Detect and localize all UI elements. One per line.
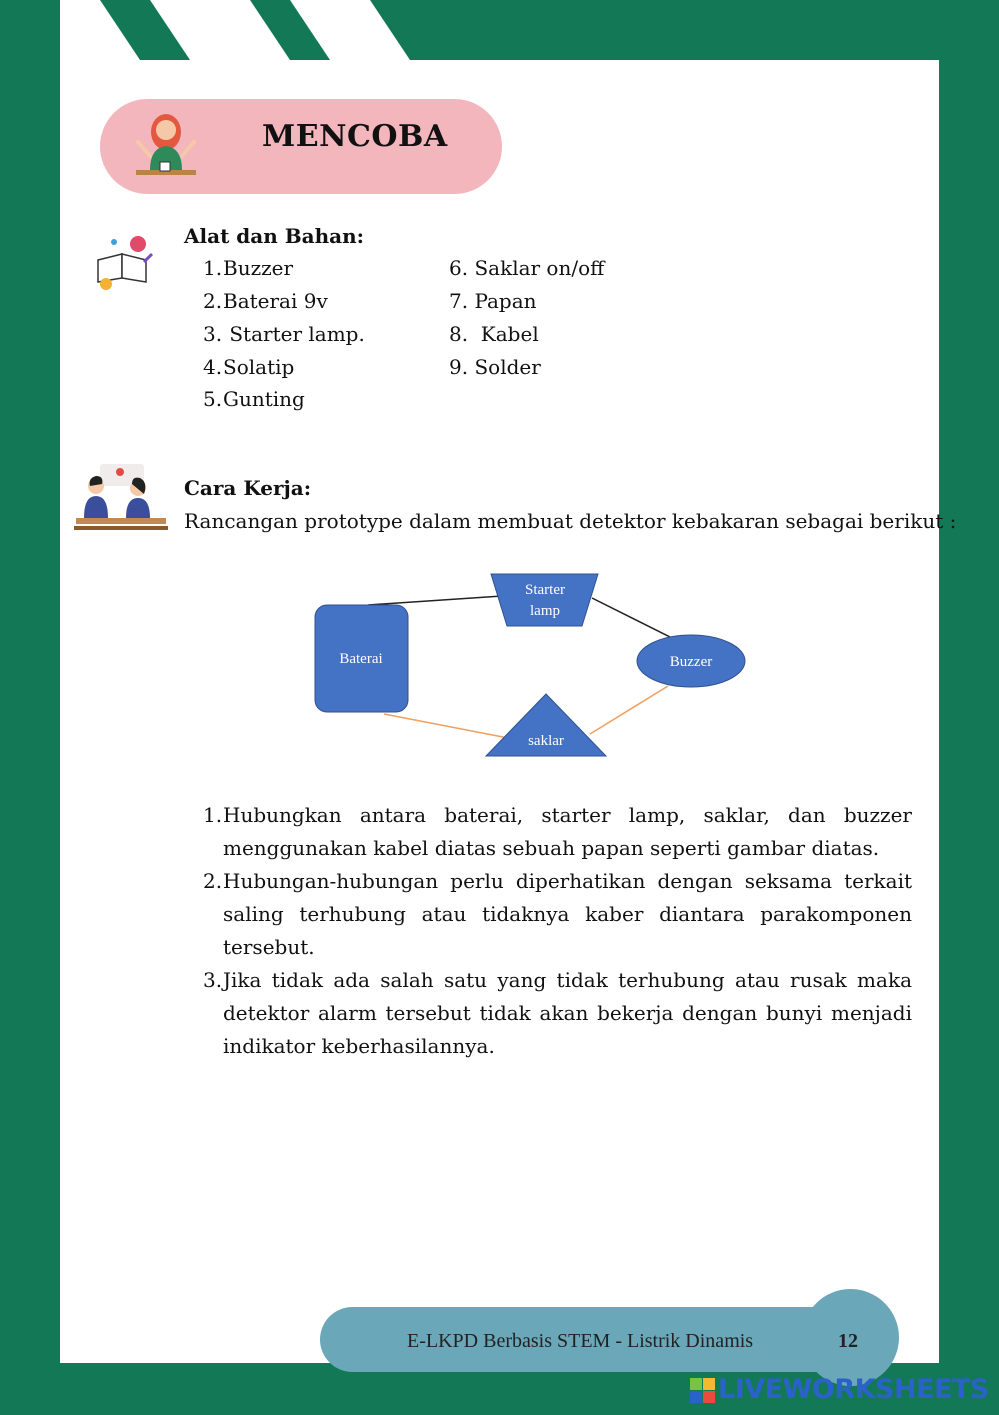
woman-teacher-icon bbox=[128, 108, 204, 180]
circuit-diagram bbox=[300, 560, 760, 770]
page-number: 12 bbox=[838, 1330, 858, 1352]
starter-label-line1: Starter bbox=[525, 582, 565, 598]
list-item: 7. Papan bbox=[449, 289, 537, 313]
wire-baterai-starter bbox=[368, 596, 502, 605]
list-item: 5.Gunting bbox=[203, 387, 305, 411]
wire-baterai-saklar bbox=[384, 714, 508, 738]
baterai-label: Baterai bbox=[339, 651, 383, 667]
list-item: 1. Hubungkan antara baterai, starter lamp, saklar, dan buzzer menggunakan kabel diatas sebuah papan seperti gambar diatas. bbox=[203, 803, 912, 860]
saklar-label: saklar bbox=[528, 733, 564, 749]
list-item: 2.Baterai 9v bbox=[203, 289, 328, 313]
list-item: 8. Kabel bbox=[449, 322, 539, 346]
list-item: 3. Jika tidak ada salah satu yang tidak terhubung atau rusak maka detektor alarm tersebut tidak akan bekerja dengan bunyi menjadi indikator keberhasilannya. bbox=[203, 968, 912, 1058]
wire-starter-buzzer bbox=[592, 598, 672, 638]
procedure-steps bbox=[203, 799, 912, 1063]
wire-saklar-buzzer bbox=[590, 686, 668, 734]
top-stripe-decoration bbox=[0, 0, 999, 60]
list-item: 2. Hubungan-hubungan perlu diperhatikan dengan seksama terkait saling terhubung atau tidaknya kaber diantara parakomponen tersebut. bbox=[203, 869, 912, 959]
list-item: 1.Buzzer bbox=[203, 256, 294, 280]
liveworksheets-watermark[interactable]: LIVEWORKSHEETS bbox=[718, 1374, 989, 1405]
list-item: 4.Solatip bbox=[203, 355, 295, 379]
list-item: 6. Saklar on/off bbox=[449, 256, 605, 280]
students-discussion-icon bbox=[72, 460, 170, 536]
procedure-section-title: Cara Kerja: bbox=[184, 476, 312, 500]
list-item: 3. Starter lamp. bbox=[203, 322, 365, 346]
page-title: MENCOBA bbox=[262, 119, 448, 154]
tools-section-title: Alat dan Bahan: bbox=[184, 224, 365, 248]
book-study-icon bbox=[92, 232, 154, 294]
procedure-intro: Rancangan prototype dalam membuat detektor kebakaran sebagai berikut : bbox=[184, 509, 957, 533]
list-item: 9. Solder bbox=[449, 355, 541, 379]
buzzer-label: Buzzer bbox=[669, 654, 713, 670]
liveworksheets-logo-icon bbox=[690, 1378, 716, 1404]
starter-label-line2: lamp bbox=[530, 603, 560, 619]
footer-text: E-LKPD Berbasis STEM - Listrik Dinamis bbox=[407, 1330, 754, 1352]
